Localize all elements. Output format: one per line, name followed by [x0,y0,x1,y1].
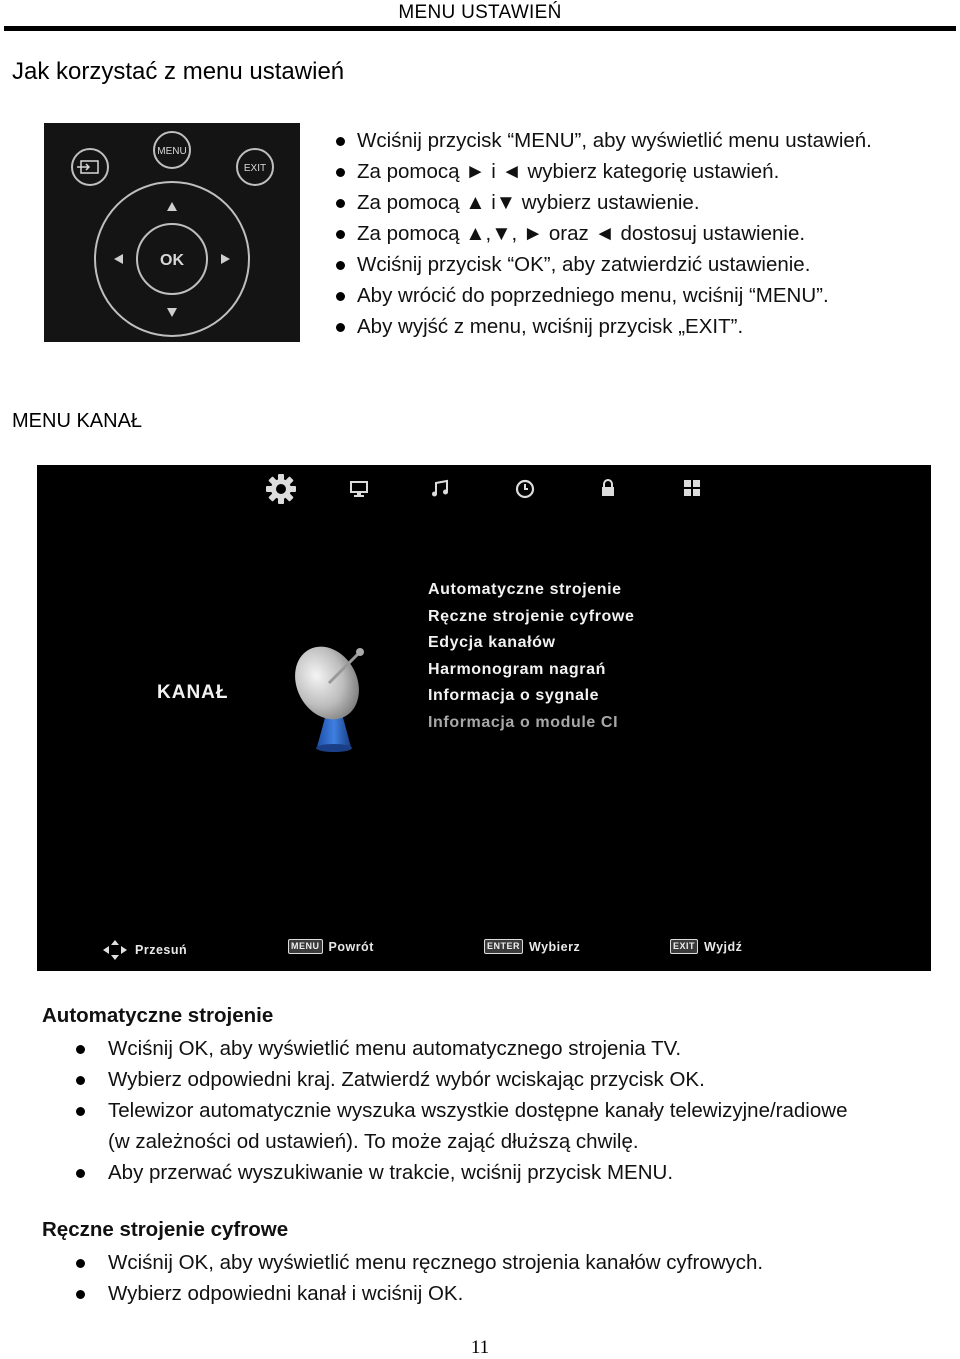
enter-key-icon: ENTER [484,939,523,954]
monitor-icon [349,479,369,499]
remote-menu-label: MENU [157,146,187,157]
arrow-left-icon [114,254,123,264]
tv-menu-screenshot [37,465,931,971]
intro-instructions-list [334,125,872,342]
manual-tuning-title: Ręczne strojenie cyfrowe [42,1218,289,1241]
list-item: Wciśnij OK, aby wyświetlić menu ręcznego strojenia kanałów cyfrowych. [42,1247,763,1278]
tv-menu-item[interactable]: Informacja o module CI [428,713,619,731]
satellite-dish-icon [287,635,382,755]
tv-menu-item[interactable]: Ręczne strojenie cyfrowe [428,607,635,625]
exit-hint-label: Wyjdź [704,939,743,954]
select-hint [484,939,580,954]
list-item: Wciśnij przycisk “MENU”, aby wyświetlić menu ustawień. [334,125,872,156]
tv-category-icons [37,473,931,513]
list-item: Telewizor automatycznie wyszuka wszystkie dostępne kanały telewizyjne/radiowe [42,1095,847,1126]
gear-icon [265,473,297,505]
select-hint-label: Wybierz [529,939,581,954]
list-item: Wybierz odpowiedni kanał i wciśnij OK. [42,1278,763,1309]
tv-menu-item[interactable]: Informacja o sygnale [428,687,600,704]
back-hint [288,939,374,954]
back-hint-label: Powrót [328,939,374,954]
manual-tuning-list [42,1247,763,1309]
input-source-icon [77,161,98,173]
tv-menu-item[interactable]: Automatyczne strojenie [428,581,622,598]
move-hint [101,939,187,961]
list-item-continuation: (w zależności od ustawień). To może zająć dłuższą chwilę. [108,1130,639,1153]
list-item: Za pomocą ▲ i▼ wybierz ustawienie. [334,187,872,218]
tv-menu-list [428,577,634,736]
list-item: Aby wrócić do poprzedniego menu, wciśnij “MENU”. [334,280,872,311]
list-item: Aby przerwać wyszukiwanie w trakcie, wciśnij przycisk MENU. [42,1157,847,1188]
section-title: MENU KANAŁ [12,410,143,432]
grid-icon [683,479,701,497]
list-item: Wciśnij przycisk “OK”, aby zatwierdzić ustawienie. [334,249,872,280]
list-item: Aby wyjść z menu, wciśnij przycisk „EXIT”. [334,311,872,342]
lock-icon [599,478,617,498]
tv-category-label: KANAŁ [157,682,229,703]
menu-key-icon: MENU [288,939,323,954]
auto-tuning-title: Automatyczne strojenie [42,1004,274,1027]
remote-ok-label: OK [160,252,184,269]
move-arrows-icon [101,939,129,961]
list-item: Za pomocą ▲,▼, ► oraz ◄ dostosuj ustawienie. [334,218,872,249]
tv-footer-hints [37,939,931,963]
exit-hint [670,939,742,954]
header-rule [4,26,956,31]
exit-key-icon: EXIT [670,939,698,954]
page-title: Jak korzystać z menu ustawień [12,58,345,85]
auto-tuning-list [42,1033,847,1188]
tv-menu-item[interactable]: Edycja kanałów [428,634,556,651]
clock-icon [515,479,535,499]
list-item: Wybierz odpowiedni kraj. Zatwierdź wybór wciskając przycisk OK. [42,1064,847,1095]
arrow-up-icon [167,202,177,211]
header-title: MENU USTAWIEŃ [398,2,562,23]
music-note-icon [430,479,450,499]
list-item: Wciśnij OK, aby wyświetlić menu automatycznego strojenia TV. [42,1033,847,1064]
page-number: 11 [470,1337,490,1358]
arrow-right-icon [221,254,230,264]
remote-control-image [44,123,300,342]
arrow-down-icon [167,308,177,317]
list-item: Za pomocą ► i ◄ wybierz kategorię ustawień. [334,156,872,187]
tv-menu-item[interactable]: Harmonogram nagrań [428,660,606,678]
remote-exit-label: EXIT [243,163,267,174]
move-hint-label: Przesuń [135,943,188,957]
